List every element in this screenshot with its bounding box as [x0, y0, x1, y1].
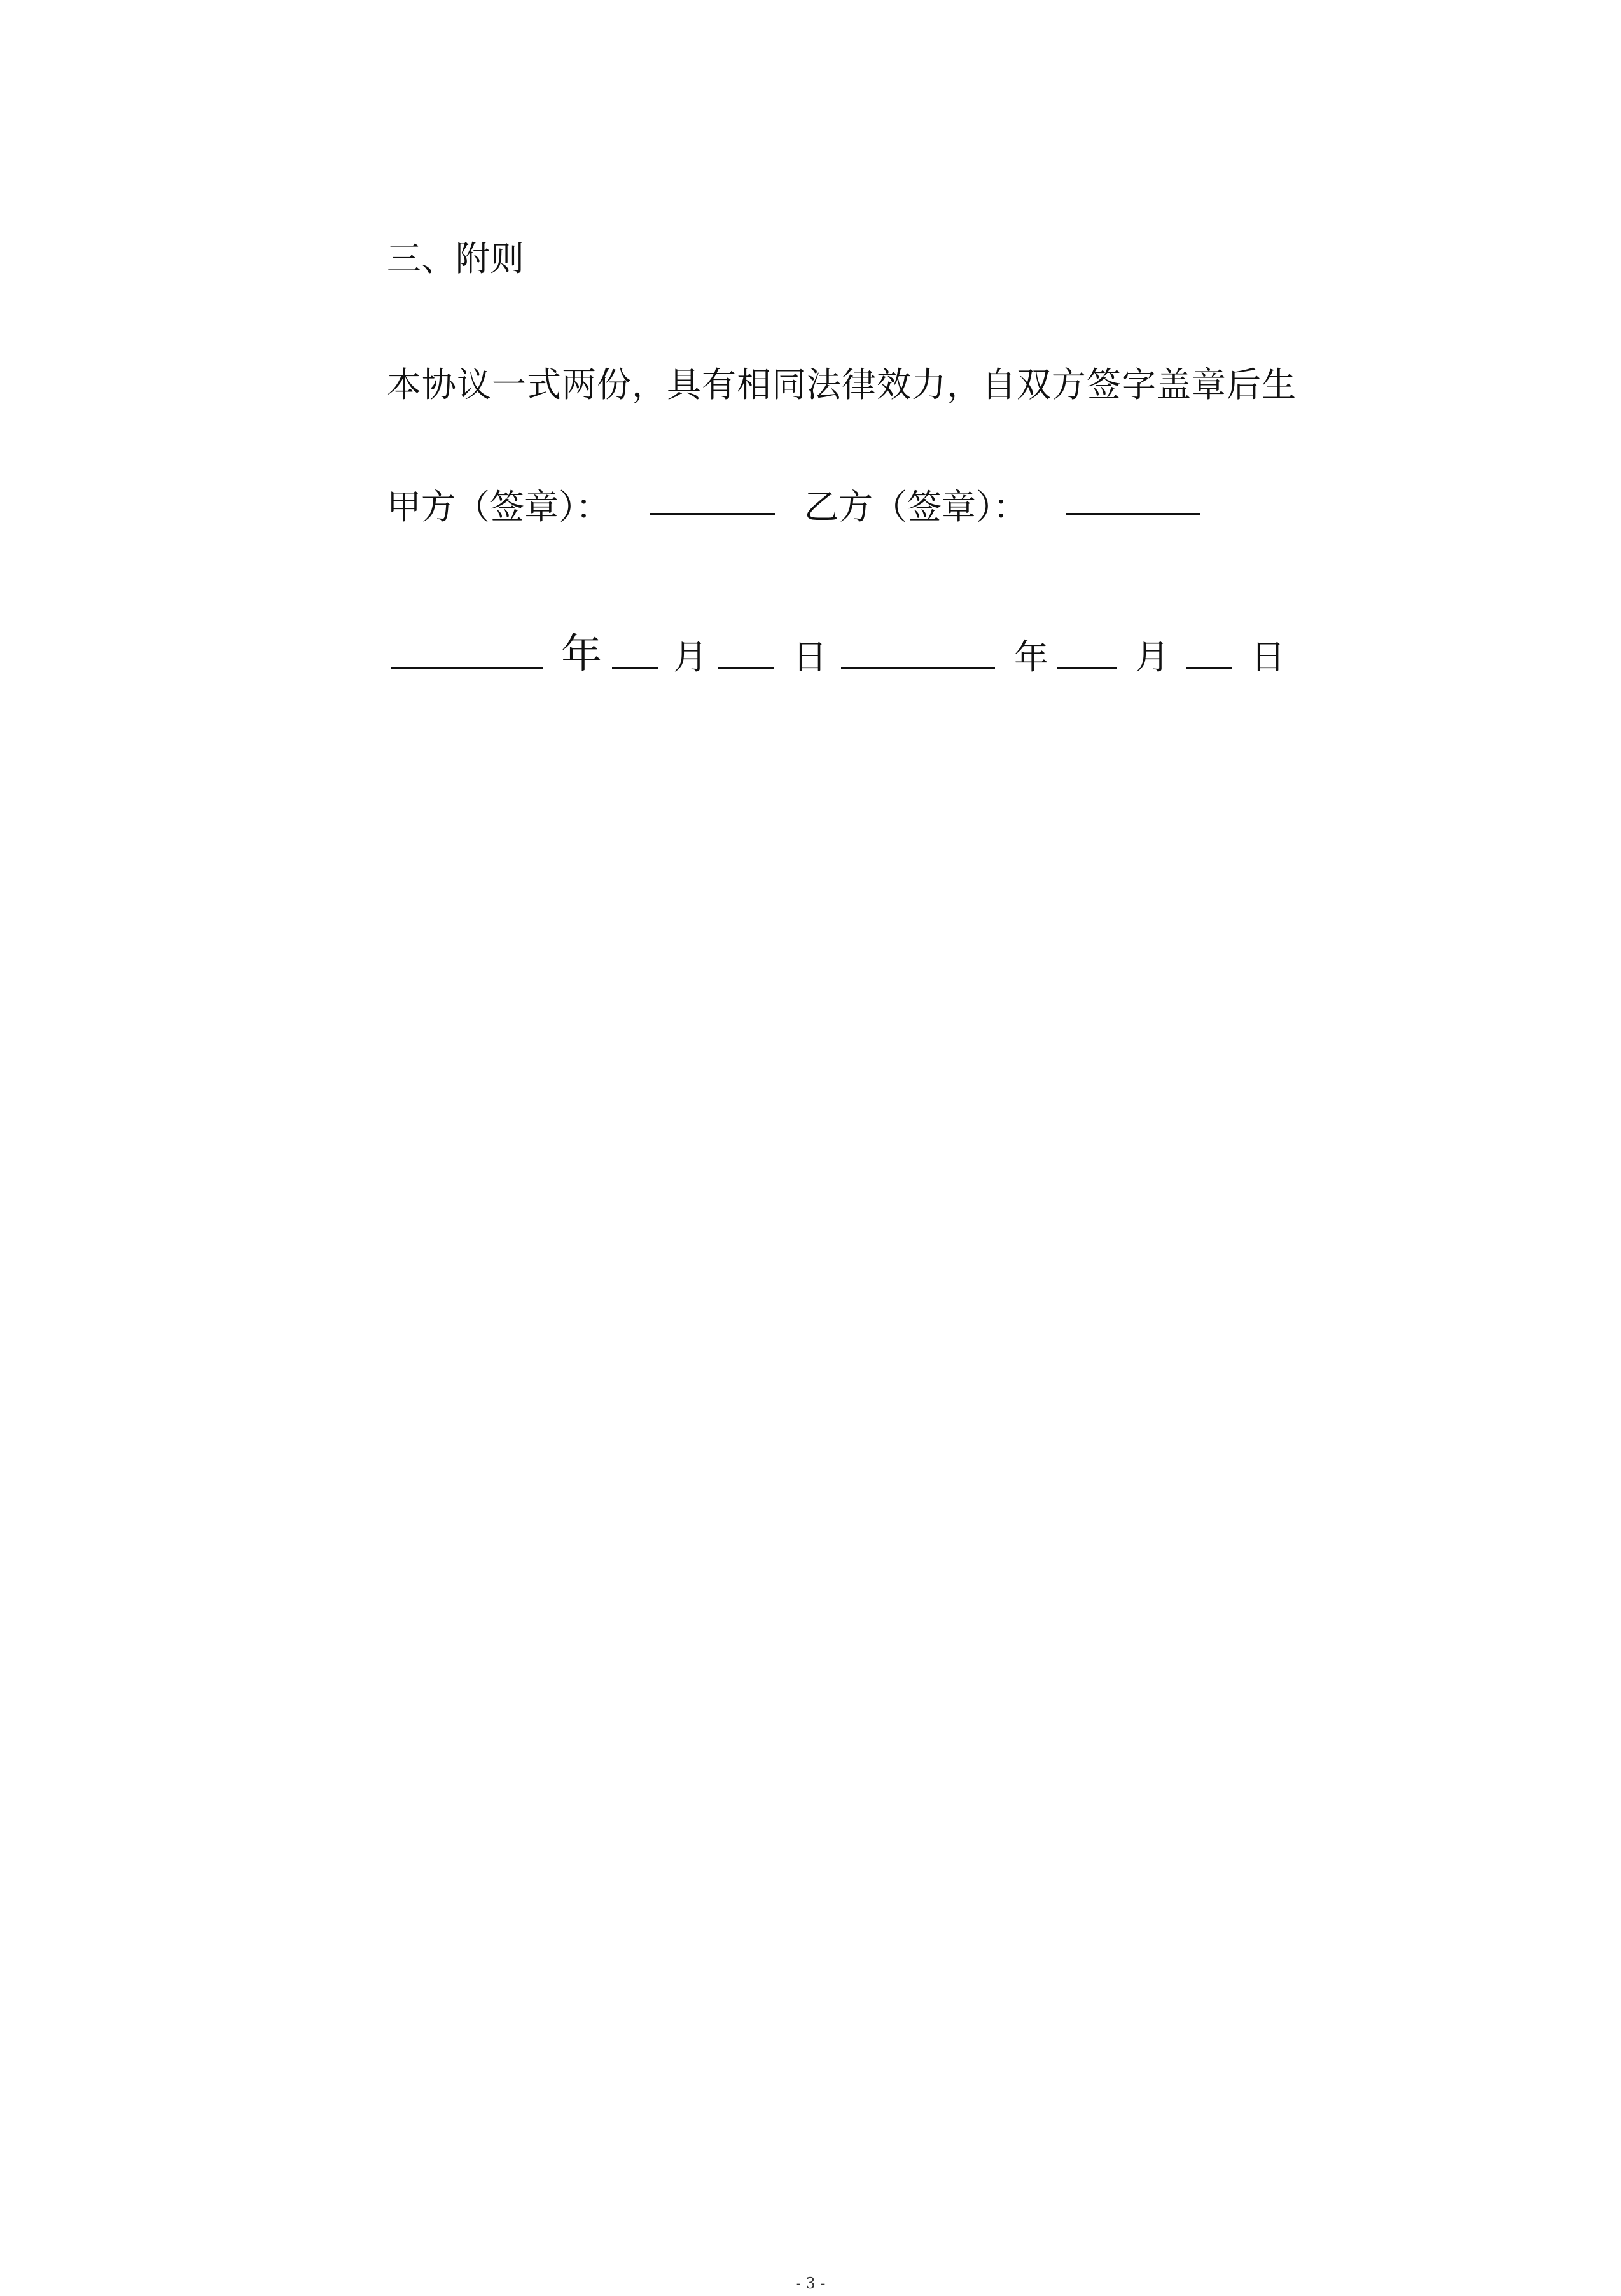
party-b-month-label: 月 [1135, 637, 1169, 677]
party-a-signature-blank [650, 513, 775, 515]
party-b-year-label: 年 [1014, 637, 1048, 677]
section-heading: 三、附则 [387, 239, 524, 279]
party-b-month-blank [1057, 667, 1117, 669]
party-a-year-label: 年 [561, 631, 602, 678]
party-a-year-blank [391, 667, 543, 669]
party-a-month-label: 月 [673, 637, 707, 677]
party-a-day-label: 日 [793, 637, 827, 677]
party-b-signature-label: 乙方（签章）： [804, 487, 1027, 527]
page-number: - 3 - [795, 2274, 826, 2292]
party-a-signature-label: 甲方（签章）： [387, 487, 610, 527]
party-b-year-blank [841, 667, 995, 669]
party-b-day-blank [1186, 667, 1232, 669]
party-b-signature-blank [1066, 513, 1200, 515]
agreement-clause: 本协议一式两份，具有相同法律效力，自双方签字盖章后生 [387, 365, 1297, 405]
party-a-month-blank [612, 667, 658, 669]
party-a-day-blank [718, 667, 774, 669]
party-b-day-label: 日 [1251, 637, 1285, 677]
